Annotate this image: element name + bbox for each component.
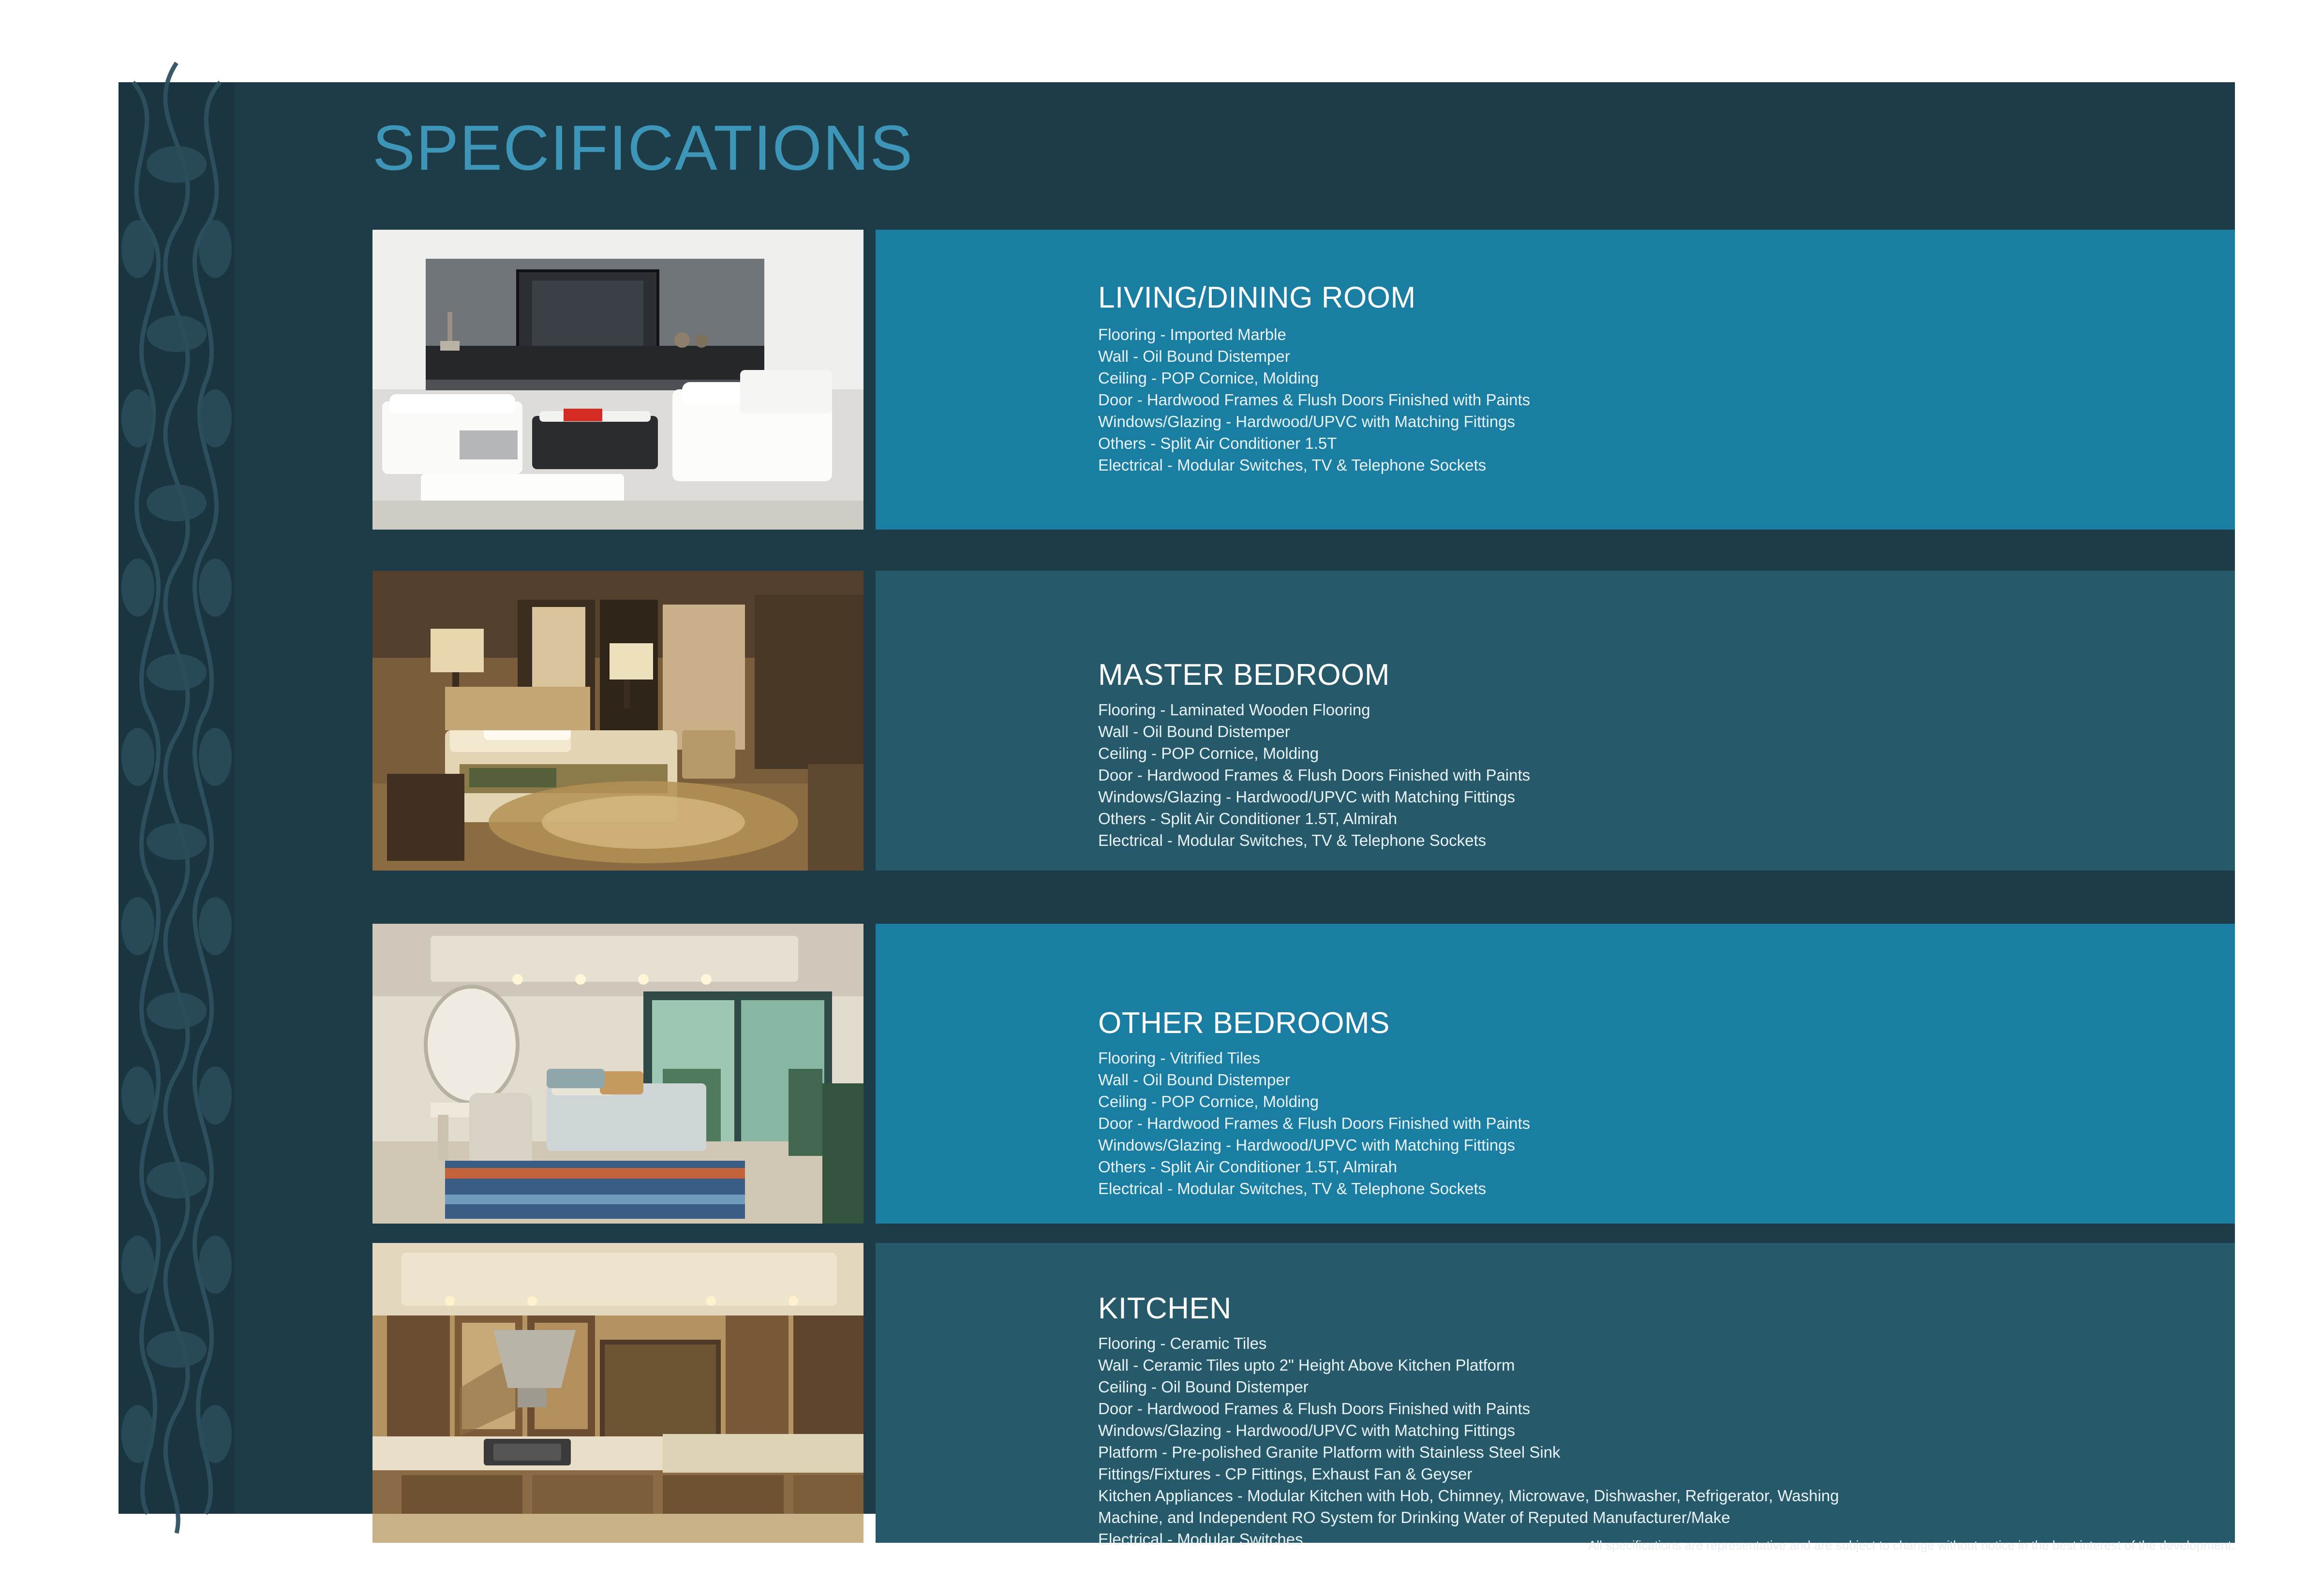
spec-item: Platform - Pre-polished Granite Platform with Stainless Steel Sink [1098, 1443, 1561, 1461]
living-room-image-icon [372, 230, 863, 530]
spec-item: Fittings/Fixtures - CP Fittings, Exhaust Fan & Geyser [1098, 1465, 1473, 1483]
spec-panel-other-bedrooms [876, 924, 2235, 1224]
spec-item: Ceiling - POP Cornice, Molding [1098, 1093, 1319, 1110]
disclaimer-text: All specifications are representative and are subject to change without notice in the best interest of the development. [1588, 1538, 2235, 1552]
spec-panel-master-bedroom [876, 571, 2235, 871]
damask-pattern-icon [119, 82, 235, 1514]
spec-item: Others - Split Air Conditioner 1.5T, Almirah [1098, 1158, 1398, 1176]
spec-item: Others - Split Air Conditioner 1.5T, Almirah [1098, 810, 1398, 828]
spec-item: Wall - Oil Bound Distemper [1098, 1071, 1290, 1089]
kitchen-image-icon [372, 1243, 863, 1543]
spec-list [1098, 324, 2220, 476]
spec-item: Windows/Glazing - Hardwood/UPVC with Matching Fittings [1098, 1136, 1515, 1154]
damask-ornament-strip [119, 82, 235, 1514]
spec-item: Others - Split Air Conditioner 1.5T [1098, 434, 1337, 452]
other-bedroom-image-icon [372, 924, 863, 1224]
page-title: SPECIFICATIONS [372, 112, 914, 183]
spec-list [1098, 1332, 2220, 1550]
section-heading: LIVING/DINING ROOM [1098, 281, 1416, 314]
spec-section-living-dining [372, 230, 2235, 530]
spec-item: Wall - Ceramic Tiles upto 2" Height Above Kitchen Platform [1098, 1356, 1515, 1374]
spec-item: Door - Hardwood Frames & Flush Doors Finished with Paints [1098, 766, 1531, 784]
spec-section-other-bedrooms [372, 924, 2235, 1224]
spec-item: Kitchen Appliances - Modular Kitchen with Hob, Chimney, Microwave, Dishwasher, Refrigerator, Washing [1098, 1487, 1839, 1505]
spec-item: Ceiling - Oil Bound Distemper [1098, 1378, 1309, 1396]
spec-item: Electrical - Modular Switches, TV & Telephone Sockets [1098, 456, 1487, 474]
spec-item: Ceiling - POP Cornice, Molding [1098, 369, 1319, 387]
spec-item: Electrical - Modular Switches [1098, 1530, 1303, 1548]
spec-list [1098, 1047, 2220, 1199]
spec-item: Windows/Glazing - Hardwood/UPVC with Matching Fittings [1098, 1421, 1515, 1439]
spec-item: Flooring - Ceramic Tiles [1098, 1334, 1267, 1352]
spec-item: Windows/Glazing - Hardwood/UPVC with Matching Fittings [1098, 413, 1515, 430]
spec-item: Flooring - Imported Marble [1098, 325, 1286, 343]
other-bedroom-photo [372, 924, 863, 1224]
master-bedroom-photo [372, 571, 863, 871]
spec-item: Windows/Glazing - Hardwood/UPVC with Matching Fittings [1098, 788, 1515, 806]
spec-item: Machine, and Independent RO System for Drinking Water of Reputed Manufacturer/Make [1098, 1508, 1730, 1526]
spec-item: Wall - Oil Bound Distemper [1098, 723, 1290, 740]
spec-item: Door - Hardwood Frames & Flush Doors Finished with Paints [1098, 1400, 1531, 1418]
section-heading: KITCHEN [1098, 1292, 1232, 1325]
spec-panel-living-dining [876, 230, 2235, 530]
master-bedroom-image-icon [372, 571, 863, 871]
brochure-content [235, 82, 2235, 1552]
kitchen-photo [372, 1243, 863, 1543]
spec-item: Door - Hardwood Frames & Flush Doors Finished with Paints [1098, 391, 1531, 409]
spec-item: Door - Hardwood Frames & Flush Doors Finished with Paints [1098, 1114, 1531, 1132]
spec-item: Ceiling - POP Cornice, Molding [1098, 744, 1319, 762]
spec-item: Wall - Oil Bound Distemper [1098, 347, 1290, 365]
section-heading: MASTER BEDROOM [1098, 658, 1390, 692]
spec-item: Flooring - Vitrified Tiles [1098, 1049, 1261, 1067]
spec-item: Electrical - Modular Switches, TV & Telephone Sockets [1098, 1180, 1487, 1197]
spec-item: Electrical - Modular Switches, TV & Telephone Sockets [1098, 831, 1487, 849]
spec-section-master-bedroom [372, 571, 2235, 871]
section-heading: OTHER BEDROOMS [1098, 1006, 1390, 1040]
living-room-photo [372, 230, 863, 530]
spec-list [1098, 699, 2220, 851]
brochure-panel [119, 82, 2235, 1552]
spec-item: Flooring - Laminated Wooden Flooring [1098, 701, 1370, 719]
